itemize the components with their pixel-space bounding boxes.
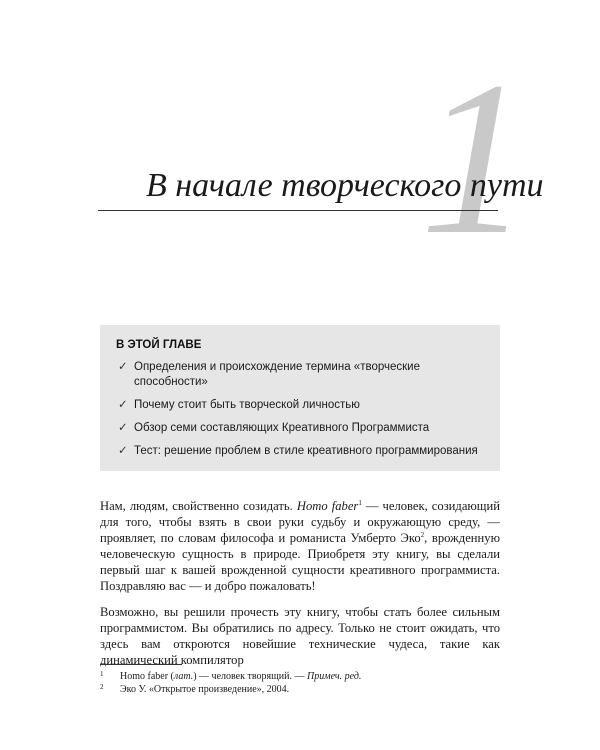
footnote-italic: Примеч. ред.	[306, 671, 362, 682]
term-homo-faber: Homo faber	[296, 499, 359, 513]
paragraph-1-end: , врожденную человеческую сущность в природе. Приобретя эту книгу, вы сделали первый шаг к вашей врожденной сущности креативного программиста. Поздравляю вас — и добро пожаловать!	[100, 531, 500, 593]
list-item-text: Почему стоит быть творческой личностью	[134, 399, 360, 411]
list-item	[116, 360, 484, 390]
check-icon: ✓	[118, 361, 128, 373]
list-item	[116, 444, 484, 459]
check-icon: ✓	[118, 399, 128, 411]
chapter-title: В начале творческого пути	[146, 167, 544, 204]
footnote-text: ) — человек творящий. —	[193, 671, 307, 682]
list-item-text: Тест: решение проблем в стиле креативного программирования	[134, 445, 478, 457]
footnote-ref-1: 1	[358, 498, 362, 507]
footnote-rule	[100, 664, 182, 665]
chapter-contents-box	[100, 325, 500, 471]
footnote-ref-2: 2	[420, 530, 425, 539]
check-icon: ✓	[118, 445, 128, 457]
paragraph-2: Возможно, вы решили прочесть эту книгу, чтобы стать более сильным программистом. Вы обратились по адресу. Только не стоит ожидать, что здесь вам откроются новейшие технические чудеса, такие как динамический компилятор	[100, 605, 500, 667]
body-text	[100, 498, 500, 668]
list-item	[116, 421, 484, 436]
footnotes	[100, 670, 500, 696]
footnote-1	[100, 670, 500, 683]
list-item-text: Определения и происхождение термина «творческие способности»	[134, 361, 420, 388]
list-item-text: Обзор семи составляющих Креативного Программиста	[134, 422, 430, 434]
chapter-contents-list	[116, 360, 484, 459]
footnote-marker: 2	[100, 683, 104, 691]
list-item	[116, 398, 484, 413]
footnote-text: Homo faber (	[120, 671, 174, 682]
chapter-title-rule	[98, 210, 498, 211]
check-icon: ✓	[118, 422, 128, 434]
chapter-number: 1	[420, 36, 526, 280]
footnote-text: Эко У. «Открытое произведение», 2004.	[120, 684, 290, 695]
paragraph-1	[100, 498, 500, 594]
footnote-2	[100, 683, 500, 696]
footnote-marker: 1	[100, 670, 104, 678]
footnote-italic: лат.	[173, 671, 194, 682]
paragraph-1-start: Нам, людям, свойственно созидать.	[100, 499, 297, 513]
paragraph-1-middle: — человек, созидающий для того, чтобы взять в свои руки судьбу и окружающую среду, — проявляет, по словам философа и романиста Умберто Эко	[100, 499, 500, 545]
chapter-contents-heading: В ЭТОЙ ГЛАВЕ	[116, 339, 202, 351]
